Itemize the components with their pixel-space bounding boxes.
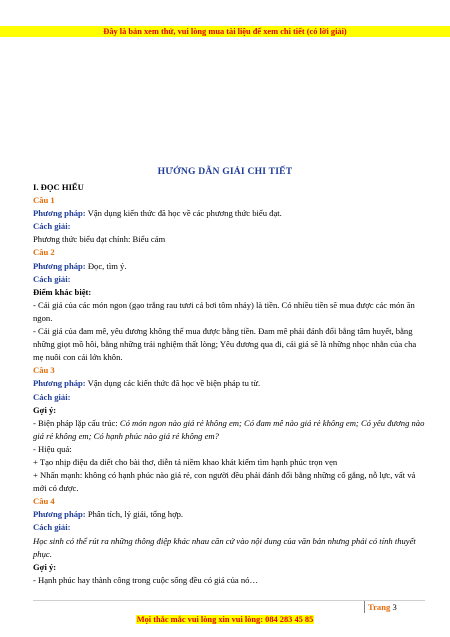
question-2-line-2: - Cái giá của đam mê, yêu đương không thể mua được bằng tiền. Đam mê phải đánh đổi bằng tâm huyết, bằng những giọt mồ hôi, bằng những trải nghiệm thất lòng; Yêu đương qua đi, cái giá sẽ là những nhọc nhằn của cha mẹ nuôi con cái lớn khôn. <box>33 326 417 363</box>
method-label: Phương pháp: <box>33 260 86 271</box>
question-1-heading: Câu 1 <box>33 195 55 206</box>
document-title: HƯỚNG DẪN GIẢI CHI TIẾT <box>157 166 293 177</box>
page-number <box>364 601 397 613</box>
method-text: Vận dụng các kiến thức đã học về biện pháp tu từ. <box>85 378 261 389</box>
page-number-value: 3 <box>392 602 397 612</box>
question-4-hint-text: - Hạnh phúc hay thành công trong cuộc sống đều có giá của nó… <box>33 574 259 585</box>
question-2-line-1: - Cái giá của các món ngon (gạo trắng rau tươi cá bơi tôm nhảy) là tiền. Có nhiều tiền sẽ mua được các món ăn ngon. <box>33 299 415 323</box>
question-3-device <box>33 417 425 443</box>
question-4-solution-text: Học sinh có thể rút ra những thông điệp khác nhau căn cứ vào nội dung của văn bản nhưng phải có tính thuyết phục. <box>33 535 416 559</box>
method-text: Phân tích, lý giải, tổng hợp. <box>85 509 184 520</box>
contact-banner-text: Mọi thắc mắc vui lòng xin vui lòng: 084 283 45 85 <box>136 615 314 624</box>
method-text: Vận dụng kiến thức đã học về các phương thức biểu đạt. <box>85 208 282 219</box>
question-3-effect-2: + Nhấn mạnh: không có hạnh phúc nào giá rẻ, con người đều phải đánh đổi bằng những cố gắng, nỗ lực, vất vả mới có được. <box>33 470 416 494</box>
question-4-solution-label: Cách giải: <box>33 522 71 533</box>
question-3-method <box>33 377 425 390</box>
question-4-hint-label: Gợi ý: <box>33 561 57 572</box>
preview-banner <box>0 26 450 37</box>
question-3-hint-label: Gợi ý: <box>33 404 57 415</box>
question-1-method <box>33 207 425 220</box>
method-label: Phương pháp: <box>33 208 86 219</box>
question-1-solution-text: Phương thức biểu đạt chính: Biểu cảm <box>33 234 166 245</box>
question-3-effect-1: + Tạo nhịp điệu da diết cho bài thơ, diễn tả niềm khao khát kiếm tìm hạnh phúc trọn vẹn <box>33 456 338 467</box>
question-4-method <box>33 508 425 521</box>
preview-banner-text: Đây là bản xem thử, vui lòng mua tài liệu để xem chi tiết (có lời giải) <box>103 27 347 36</box>
device-quote: Có món ngon nào giá rẻ không em; Có đam mê nào giá rẻ không em; Có yêu đương nào giá rẻ không em; Có hạnh phúc nào giá rẻ không em? <box>33 417 425 441</box>
contact-banner <box>0 614 450 625</box>
device-prefix: - Biện pháp lặp cấu trúc: <box>33 417 120 428</box>
question-2-solution-label: Cách giải: <box>33 273 71 284</box>
question-1-solution-label: Cách giải: <box>33 221 71 232</box>
section-heading: I. ĐỌC HIỂU <box>33 182 84 192</box>
question-3-solution-label: Cách giải: <box>33 391 71 402</box>
answer-content <box>33 181 425 587</box>
method-label: Phương pháp: <box>33 378 86 389</box>
method-label: Phương pháp: <box>33 509 86 520</box>
method-text: Đọc, tìm ý. <box>85 260 127 271</box>
question-3-heading: Câu 3 <box>33 365 55 376</box>
question-2-method <box>33 260 425 273</box>
question-2-diff-label: Điểm khác biệt: <box>33 286 92 297</box>
page-word: Trang <box>368 602 391 612</box>
question-4-heading: Câu 4 <box>33 496 55 507</box>
question-2-heading: Câu 2 <box>33 247 55 258</box>
question-3-effect-label: - Hiệu quả: <box>33 443 72 454</box>
